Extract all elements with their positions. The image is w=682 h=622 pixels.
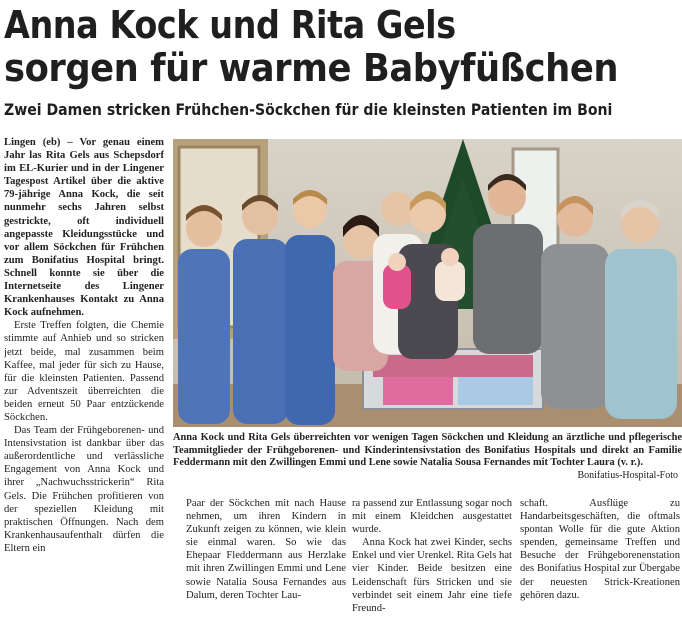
article-column-3 <box>352 497 512 622</box>
lead-paragraph: Lingen (eb) – Vor genau einem Jahr las Rita Gels aus Schepsdorf im EL-Kurier und in der Lingener Tagespost Artikel über die aktive 79-jährige Anna Kock, die seit nunmehr sechs Jahren selbst gestrickte, oft individuell angepasste Kleidungsstücke und vor allem Söckchen für Frühchen zum Bonifatius Hospital bringt. Schnell konnte sie über die Internetseite des Lingener Krankenhauses Kontakt zu Anna Kock aufnehmen. <box>4 137 164 319</box>
photo-caption: Anna Kock und Rita Gels überreichten vor wenigen Tagen Söckchen und Kleidung an ärztliche und pflegerische Teammitglieder der Frühgeborenen- und Kinderintensivstation des Bonifatius Hospitals und direkt an Familie Feddermann mit den Zwillingen Emmi und Lene sowie Natalia Sousa Fernandes mit Tochter Laura (v. r.). <box>173 432 682 469</box>
group-photo-illustration <box>173 139 682 427</box>
paragraph-col3-a: ra passend zur Entlassung sogar noch mit einem Kleidchen ausgestattet wurde. <box>352 498 512 536</box>
paragraph-3: Das Team der Frühgeborenen- und Intensivstation ist dankbar über das außerordentliche und verlässliche Engagement von Anna Kock und ihrer „Nachwuchsstrickerin“ Rita Gels. Die Frühchen profitieren von der speziellen Kleidung mit praktischen Öffnungen. Nach dem Krankenhausaufenthalt dürfen die Eltern ein <box>4 425 164 554</box>
headline-line-1: Anna Kock und Rita Gels <box>4 3 456 47</box>
paragraph-col2: Paar der Söckchen mit nach Hause nehmen, um ihren Kindern in Zukunft zeigen zu können, wie klein sie einmal waren. So wie das Ehepaar Fleddermann aus Herzlake mit ihren Zwillingen Emmi und Lene sowie Natalia Sousa Fernandes aus Dalum, deren Tochter Lau- <box>186 498 346 601</box>
article-column-1 <box>4 136 164 622</box>
paragraph-col3-b: Anna Kock hat zwei Kinder, sechs Enkel und vier Urenkel. Rita Gels hat vier Kinder. Beide besitzen eine Leidenschaft fürs Stricken und sie verbindet seit einem Jahr eine tiefe Freund- <box>352 537 512 614</box>
headline-line-2: sorgen für warme Babyfüßchen <box>4 46 619 90</box>
subheadline: Zwei Damen stricken Frühchen-Söckchen für die kleinsten Patienten im Boni <box>4 100 613 119</box>
photo-credit: Bonifatius-Hospital-Foto <box>577 470 678 481</box>
paragraph-2: Erste Treffen folgten, die Chemie stimmte auf Anhieb und so stricken jetzt beide, mal zusammen beim Kaffee, mal jeder für sich zu Hause, für die kleinsten Patienten. Passend zur Adventszeit überreichten die beiden erneut 50 Paar entzückende Söckchen. <box>4 320 164 423</box>
article-photo <box>173 139 682 427</box>
article-column-2 <box>186 497 346 622</box>
article-column-4 <box>520 497 680 622</box>
paragraph-col4: schaft. Ausflüge zu Handarbeitsgeschäften, die oftmals spontan Wolle für die gute Aktion spenden, gemeinsame Treffen und Besuche der Frühgeborenenstation des Bonifatius Hospital zur Übergabe der neuesten Strick-Kreationen gehören dazu. <box>520 498 680 601</box>
